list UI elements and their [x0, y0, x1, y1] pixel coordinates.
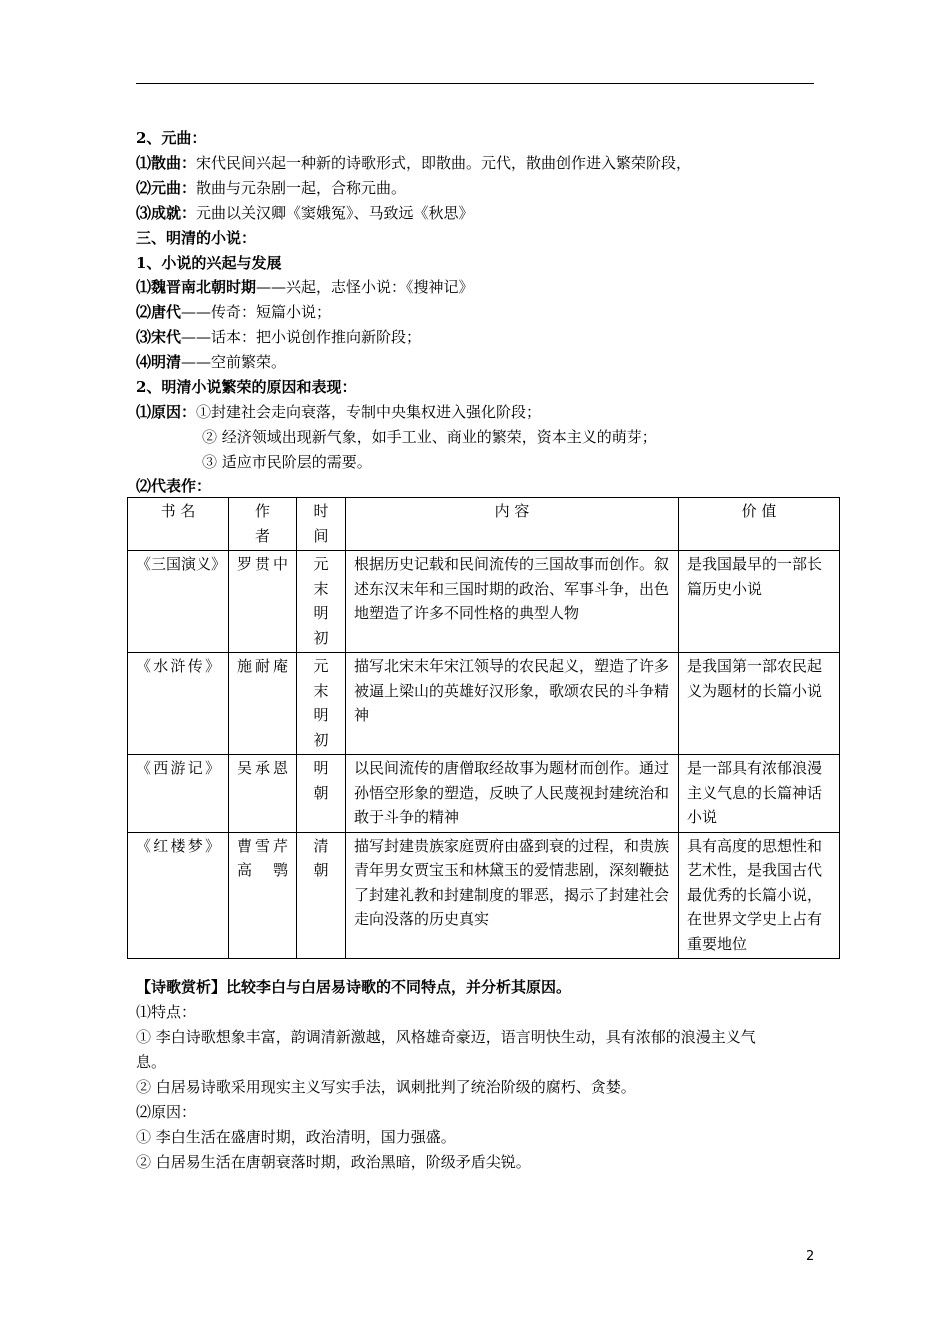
rise-item: ⑶宋代——话本：把小说创作推向新阶段；: [136, 328, 422, 346]
feature-line: 息。: [136, 1053, 167, 1071]
header-author: 作 者: [229, 498, 297, 551]
reasons-label: ⑵原因：: [136, 1103, 197, 1121]
book-value: 具有高度的思想性和艺术性，是我国古代最优秀的长篇小说，在世界文学史上占有重要地位: [679, 832, 840, 959]
table-row: [128, 653, 840, 755]
table-row: [128, 551, 840, 653]
book-value: 是我国第一部农民起义为题材的长篇小说: [679, 653, 840, 755]
header-content: 内 容: [346, 498, 679, 551]
section-title: 三、明清的小说：: [136, 229, 257, 247]
reasons-heading: 2、明清小说繁荣的原因和表现：: [136, 378, 357, 396]
rise-item: ⑵唐代——传奇：短篇小说；: [136, 303, 332, 321]
header-name: 书 名: [128, 498, 229, 551]
table-row: [128, 832, 840, 959]
book-content: 根据历史记载和民间流传的三国故事而创作。叙述东汉末年和三国时期的政治、军事斗争，出色地塑造了许多不同性格的典型人物: [346, 551, 679, 653]
book-value: 是一部具有浓郁浪漫主义气息的长篇神话小说: [679, 755, 840, 833]
book-content: 描写封建贵族家庭贾府由盛到衰的过程，和贵族青年男女贾宝玉和林黛玉的爱情悲剧，深刻鞭挞了封建礼教和封建制度的罪恶，揭示了封建社会走向没落的历史真实: [346, 832, 679, 959]
poetry-heading: 【诗歌赏析】比较李白与白居易诗歌的不同特点，并分析其原因。: [136, 978, 572, 996]
book-value: 是我国最早的一部长篇历史小说: [679, 551, 840, 653]
reason-line: ⑴原因：①封建社会走向衰落，专制中央集权进入强化阶段；: [136, 403, 542, 421]
book-name: 《三国演义》: [128, 551, 229, 653]
rise-item: ⑴魏晋南北朝时期——兴起，志怪小说：《搜神记》: [136, 278, 474, 296]
book-author: 罗贯中: [229, 551, 297, 653]
book-time: 元 末 明 初: [297, 653, 346, 755]
yuanqu-item: ⑵元曲：散曲与元杂剧一起，合称元曲。: [136, 179, 407, 197]
header-time: 时 间: [297, 498, 346, 551]
table-header-row: [128, 498, 840, 551]
yuanqu-heading: 2、元曲：: [136, 129, 207, 147]
book-author: 吴承恩: [229, 755, 297, 833]
header-rule: [136, 83, 814, 84]
yuanqu-item: ⑴散曲：宋代民间兴起一种新的诗歌形式，即散曲。元代，散曲创作进入繁荣阶段，: [136, 154, 692, 172]
book-content: 描写北宋末年宋江领导的农民起义，塑造了许多被逼上梁山的英雄好汉形象，歌颂农民的斗争精神: [346, 653, 679, 755]
reason-line: ③ 适应市民阶层的需要。: [202, 453, 372, 471]
page-number: 2: [806, 1249, 815, 1264]
works-label: ⑵代表作：: [136, 477, 212, 495]
poetry-reason-line: ② 白居易生活在唐朝衰落时期，政治黑暗，阶级矛盾尖锐。: [136, 1153, 531, 1171]
book-name: 《红楼梦》: [128, 832, 229, 959]
book-time: 清 朝: [297, 832, 346, 959]
book-name: 《西游记》: [128, 755, 229, 833]
rise-item: ⑷明清——空前繁荣。: [136, 353, 287, 371]
book-author: 施耐庵: [229, 653, 297, 755]
rise-heading: 1、小说的兴起与发展: [136, 254, 282, 272]
yuanqu-item: ⑶成就：元曲以关汉卿《窦娥冤》、马致远《秋思》: [136, 204, 474, 222]
poetry-reason-line: ① 李白生活在盛唐时期，政治清明，国力强盛。: [136, 1128, 456, 1146]
works-table: [127, 497, 840, 959]
feature-line: ① 李白诗歌想象丰富，韵调清新激越，风格雄奇豪迈，语言明快生动，具有浓郁的浪漫主义气: [136, 1028, 756, 1046]
table-row: [128, 755, 840, 833]
book-time: 元 末 明 初: [297, 551, 346, 653]
book-name: 《水浒传》: [128, 653, 229, 755]
book-author: 曹雪芹高鹗: [229, 832, 297, 959]
feature-line: ② 白居易诗歌采用现实主义写实手法，讽刺批判了统治阶级的腐朽、贪婪。: [136, 1078, 636, 1096]
book-content: 以民间流传的唐僧取经故事为题材而创作。通过孙悟空形象的塑造，反映了人民蔑视封建统治和敢于斗争的精神: [346, 755, 679, 833]
features-label: ⑴特点：: [136, 1003, 197, 1021]
reason-line: ② 经济领域出现新气象，如手工业、商业的繁荣，资本主义的萌芽；: [202, 428, 657, 446]
header-value: 价 值: [679, 498, 840, 551]
book-time: 明 朝: [297, 755, 346, 833]
